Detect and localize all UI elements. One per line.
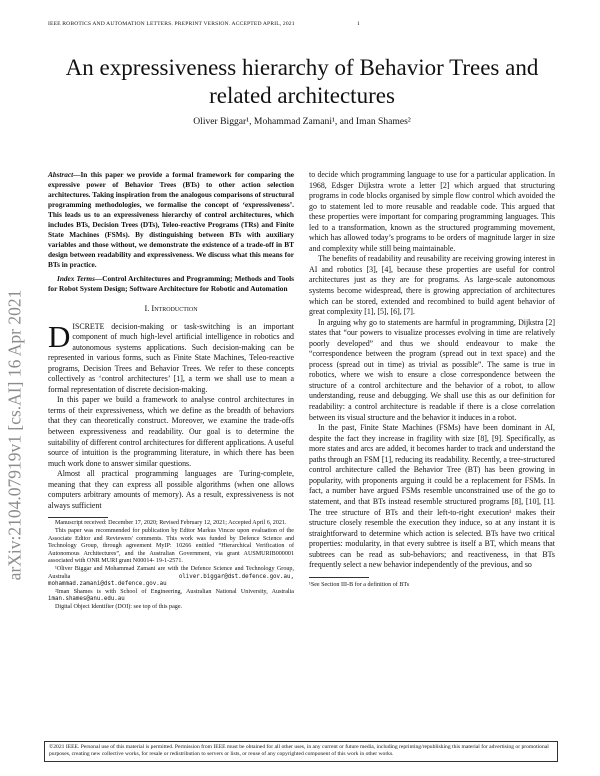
right-paragraph-1: to decide which programming language to use for a particular application. In 1968, Edsger Dijkstra wrote a letter [2] which argued that structuring programs in code blocks organised by simple flow control which avoided the go to statement led to more reusable and readable code. This argued that these properties were important for comparing programming languages. This led to a transformation, known as the structured programming movement, which has allowed today’s programs to be orders of magnitude larger in size and complexity while still being maintainable. xyxy=(309,170,555,253)
paper-authors: Oliver Biggar¹, Mohammad Zamani¹, and Iman Shames² xyxy=(193,116,411,127)
abstract xyxy=(48,170,294,270)
footnote-affiliation-2: ²Iman Shames is with School of Engineering, Australian National University, Australia iman.shames@anu.edu.au xyxy=(48,588,294,603)
abstract-label: Abstract xyxy=(48,170,74,179)
drop-cap: D xyxy=(48,318,71,354)
running-header xyxy=(48,21,556,31)
footnote-manuscript: Manuscript received: December 17, 2020; Revised February 12, 2021; Accepted April 6, 2021. xyxy=(55,520,287,527)
footnote-affiliation-1: ¹Oliver Biggar and Mohammad Zamani are with the Defence Science and Technology Group, Australia oliver.biggar@dst.defence.gov.au, mohammad.zamani@dst.defence.gov.au xyxy=(48,565,294,588)
intro-paragraph-3: Almost all practical programming languages are Turing-complete, meaning that they can express all possible algorithms (when one allows computers arbitrary amounts of memory). As a result, expressiveness is not always sufficient xyxy=(48,469,294,510)
right-paragraph-3: In arguing why go to statements are harmful in programming, Dijkstra [2] states that “our powers to visualize processes evolving in time are relatively poorly developed” and thus we should endeavour to make the “correspondence between the program (spread out in text space) and the process (spread out in time) as trivial as possible”. The same is true in robotics, where we wish to ensure a close correspondence between the structure of a control architecture and the behavior of a robot, to allow understanding, reuse and debugging. We shall use this as our definition for readability: a control architecture is readable if there is a close correlation between its visual structure and the behavior it induces in a robot. xyxy=(309,317,555,422)
arxiv-sidebar xyxy=(3,270,27,600)
right-footnote-text: ¹See Section III-B for a definition of BTs xyxy=(309,581,410,588)
abstract-text: —In this paper we provide a formal framework for comparing the expressive power of Behavior Trees (BTs) to other action selection architectures. Taking inspiration from the analogous comparisons of structural programming methodologies, we formalise the concept of ‘expressiveness’. This leads us to an expressiveness hierarchy of control architectures, which includes BTs, Decision Trees (DTs), Teleo-reactive Programs (TRs) and Finite State Machines (FSMs). By distinguishing between BTs with auxiliary variables and those without, we demonstrate the existence of a trade-off in BT design between readability and expressiveness. We discuss what this means for BTs in practice. xyxy=(48,170,294,269)
arxiv-identifier: arXiv:2104.07919v1 [cs.AI] 16 Apr 2021 xyxy=(4,289,25,581)
footnote-rule xyxy=(48,517,108,518)
intro-paragraph-2: In this paper we build a framework to analyse control architectures in terms of their expressiveness, which we define as the breadth of behaviors that they can theoretically construct. Moreover, we examine the trade-offs between expressiveness and readability. Our goal is to determine the suitability of different control architectures for different applications. A useful source of intuition is the programming literature, in which there has been much work done to answer similar questions. xyxy=(48,395,294,468)
right-footnote xyxy=(309,577,555,591)
intro-lead-word: ISCRETE xyxy=(72,321,105,331)
index-terms xyxy=(48,274,294,294)
footnote-funding: This paper was recommended for publication by Editor Markus Vincze upon evaluation of the Associate Editor and Reviewers' comments. This work was funded by Defence Science and Technology Group, through agreement MyIP: 10266 entitled “Hierarchical Verification of Autonomous Architectures”, and the Australian Government, via grant AUSMURIB000001 associated with ONR MURI grant N00014- 19-1-2571. xyxy=(48,527,294,565)
email-affiliation-1[interactable]: oliver.biggar@dst.defence.gov.au, mohammad.zamani@dst.defence.gov.au xyxy=(48,573,294,588)
right-paragraph-2: The benefits of readability and reusability are receiving growing interest in AI and robotics [3], [4], because these properties are useful for control architectures just as they are for programs. As large-scale autonomous systems become widespread, there is growing appreciation of architectures which can be stored, extended and recombined to build agent behavior of great complexity [1], [5], [6], [7]. xyxy=(309,254,555,317)
paper-title: An expressiveness hierarchy of Behavior Trees and related architectures xyxy=(65,55,539,108)
right-paragraph-4: In the past, Finite State Machines (FSMs) have been dominant in AI, despite the fact they increase in fragility with size [8], [9]. Specifically, as more states and arcs are added, it becomes harder to track and understand the paths through an FSM [1], reducing its readability. Recently, a tree-structured control architecture called the Behavior Tree (BT) has been growing in popularity, with proponents arguing it could be a replacement for FSMs. In fact, a number have argued FSMs resemble unconstrained use of the go to statement, and that BTs instead resemble structured programs [8], [10], [1]. The tree structure of BTs and their left-to-right execution¹ makes their structure closely resemble the execution they induce, so at any instant it is straightforward to determine which action is selected. BTs have two critical properties: modularity, in that every subtree is itself a BT, which means that subtrees can be read as sub-behaviors; and reactiveness, in that BTs frequently select a new behavior independently of the previous, and so xyxy=(309,423,555,570)
footnote-doi: Digital Object Identifier (DOI): see top of this page. xyxy=(55,603,183,610)
right-column xyxy=(309,170,555,590)
left-column xyxy=(48,170,294,612)
right-footnote-rule xyxy=(309,577,369,578)
intro-paragraph-1-text: decision-making or task-switching is an important component of much high-level artificial intelligence in robotics and autonomous systems applications. Such decision-making can be represented in various forms, such as Finite State Machines, Teleo-reactive programs, Decision Trees and Behavior Trees. We refer to these concepts collectively as ‘control architectures’ [1], a term we shall use to mean a formal representation of discrete decision-making. xyxy=(48,321,294,394)
footnotes xyxy=(48,517,294,611)
section-heading-introduction: I. Introduction xyxy=(144,304,198,313)
index-terms-text: —Control Architectures and Programming; Methods and Tools for Robot System Design; Software Architecture for Robotic and Automation xyxy=(48,274,295,293)
index-terms-label: Index Terms xyxy=(57,274,95,283)
email-affiliation-2[interactable]: iman.shames@anu.edu.au xyxy=(48,596,125,603)
copyright-notice: ©2021 IEEE. Personal use of this material is permitted. Permission from IEEE must be obtained for all other uses, in any current or future media, including reprinting/republishing this material for advertising or promotional purposes, creating new collective works, for resale or redistribution to servers or lists, or reuse of any copyrighted component of this work in other works. xyxy=(44,741,558,762)
page-number: 1 xyxy=(357,21,360,27)
intro-paragraph-1 xyxy=(48,318,294,396)
running-title: IEEE ROBOTICS AND AUTOMATION LETTERS. PREPRINT VERSION. ACCEPTED APRIL, 2021 xyxy=(48,21,295,27)
